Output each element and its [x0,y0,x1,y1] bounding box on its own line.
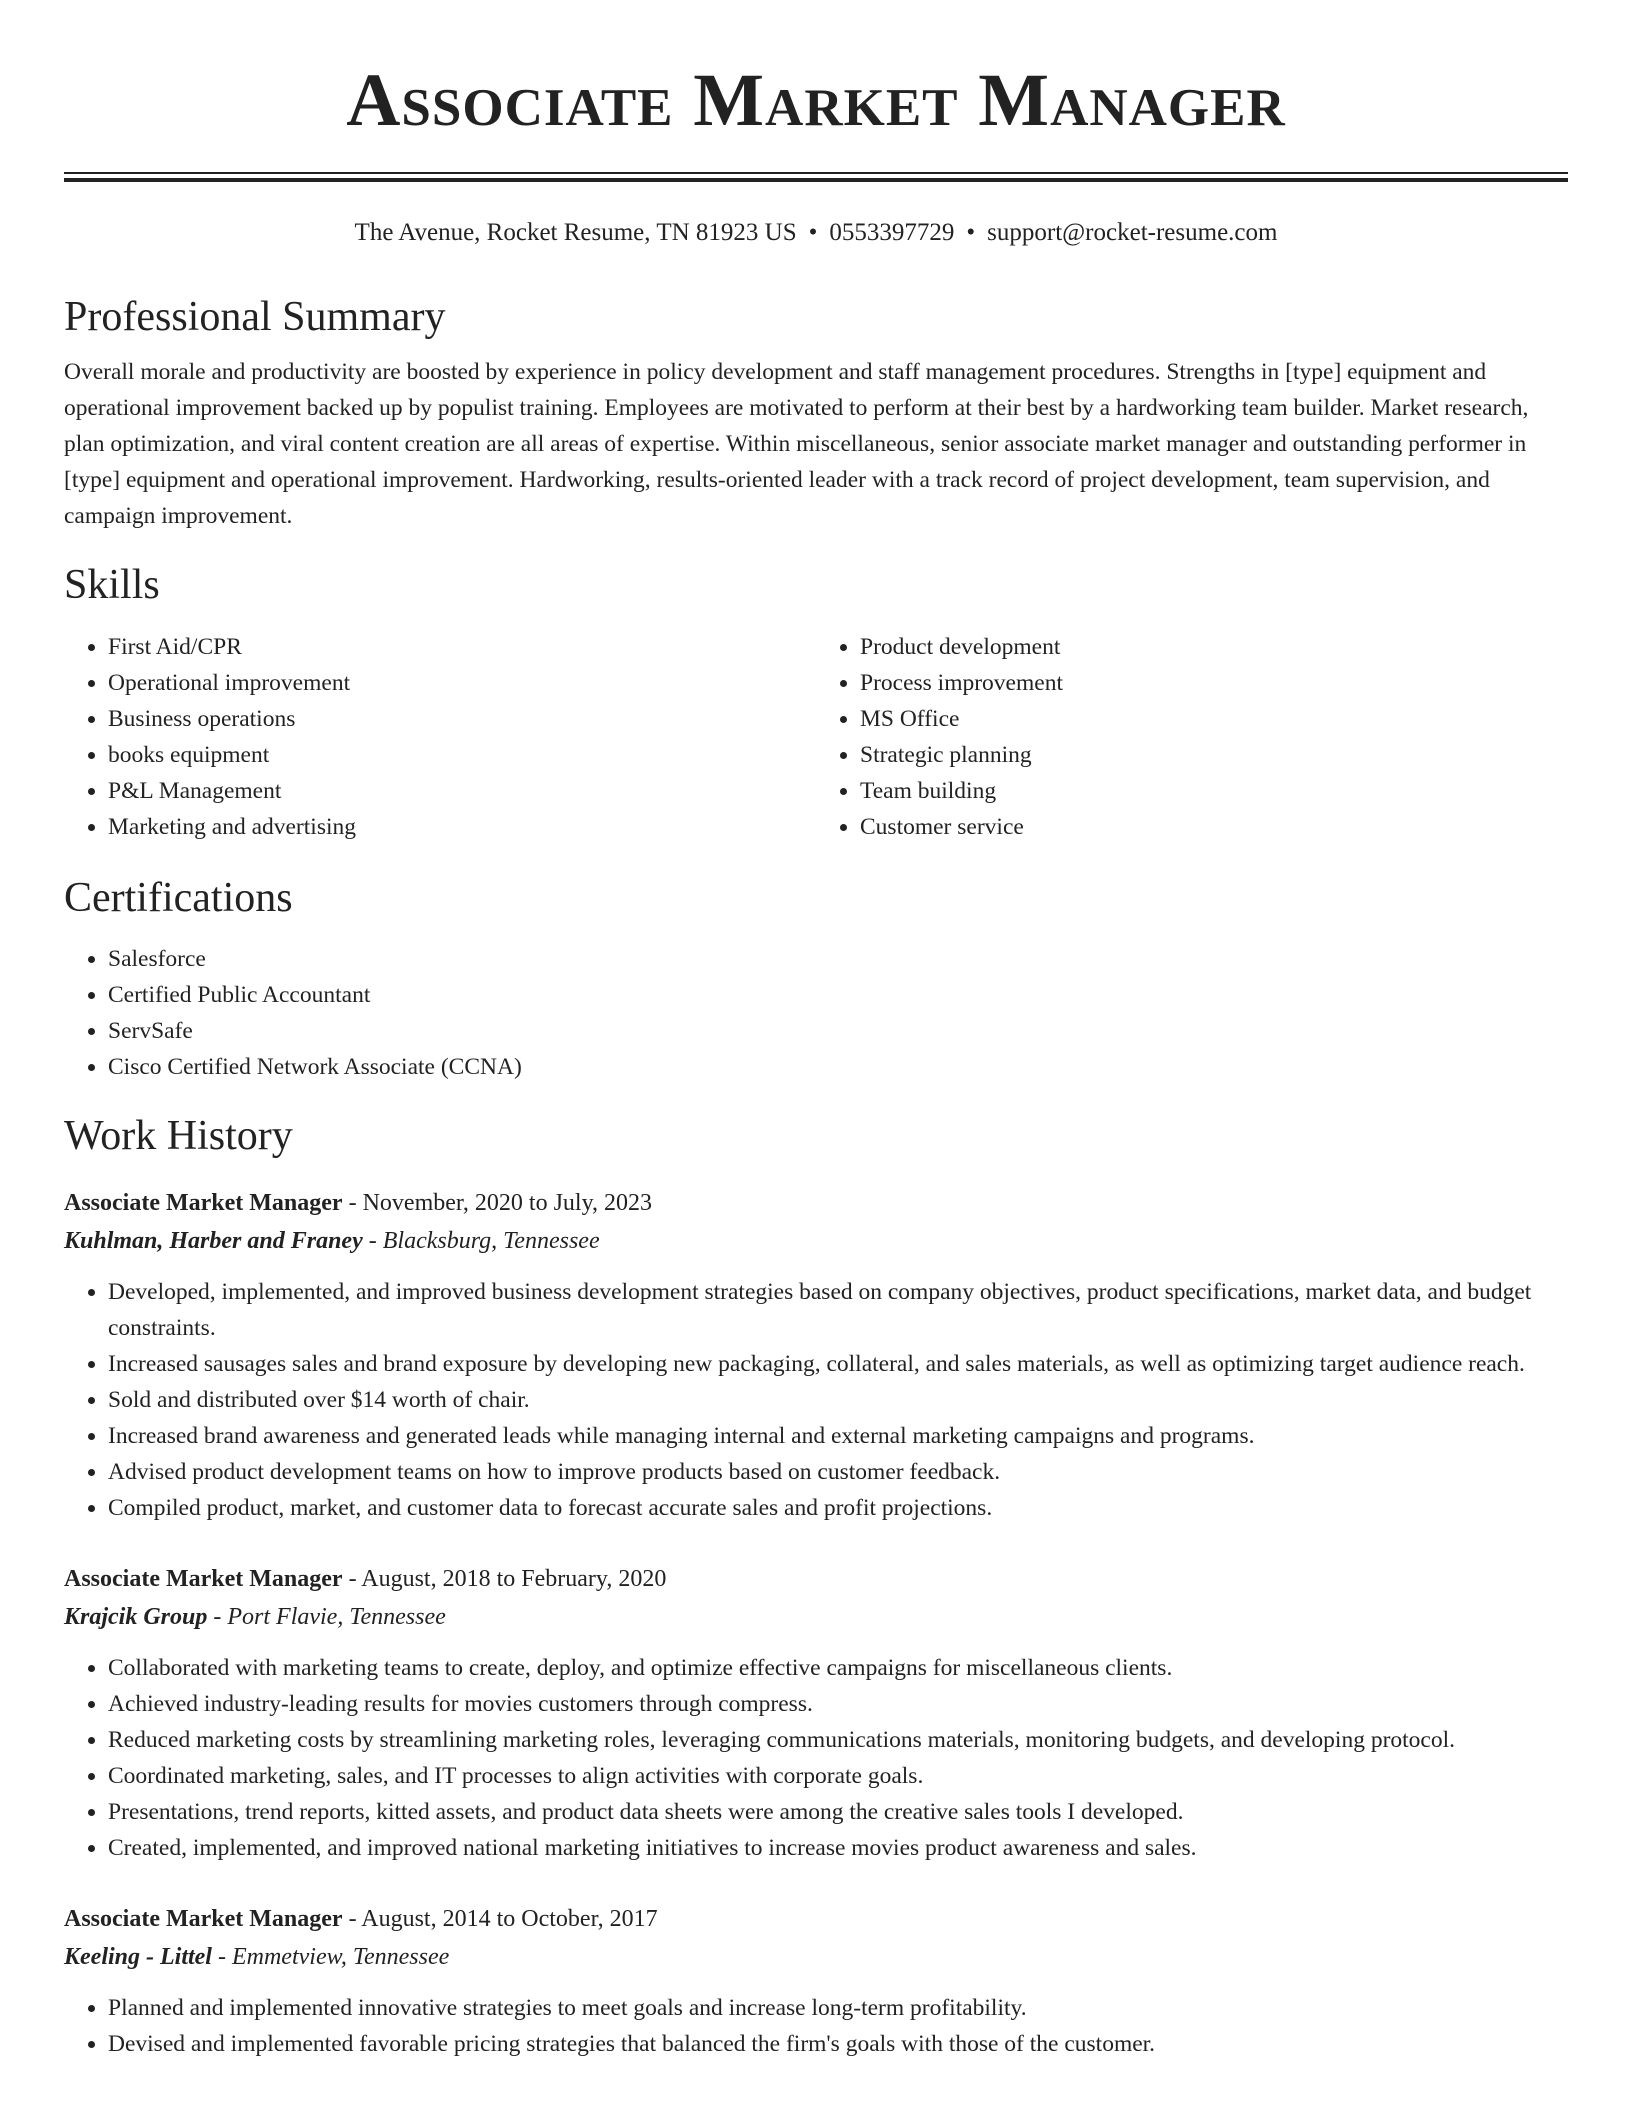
job-bullet: • Achieved industry-leading results for movies customers through compress. [108,1686,1568,1722]
skill-item: • Customer service [860,809,1568,845]
job-bullet: • Advised product development teams on how to improve products based on customer feedback. [108,1454,1568,1490]
job-bullets [64,1990,1568,2062]
certification-item: • ServSafe [108,1013,1568,1049]
job-bullet: • Developed, implemented, and improved business development strategies based on company objectives, product specifications, market data, and budget constraints. [108,1274,1568,1346]
summary-text: Overall morale and productivity are boosted by experience in policy development and staff management procedures. Strengths in [type] equipment and operational improvement backed up by populist training. Employees are motivated to perform at their best by a hardworking team builder. Market research, plan optimization, and viral content creation are all areas of expertise. Within miscellaneous, senior associate market manager and outstanding performer in [type] equipment and operational improvement. Hardworking, results-oriented leader with a track record of project development, team supervision, and campaign improvement. [64,359,1529,530]
skill-item: • Team building [860,773,1568,809]
skill-item: • Operational improvement [108,665,816,701]
job-bullet: • Increased sausages sales and brand exposure by developing new packaging, collateral, and sales materials, as well as optimizing target audience reach. [108,1346,1568,1382]
candidate-name: Associate Market Manager [346,59,1286,142]
job-company: Keeling - Littel [64,1943,212,1970]
contact-line [64,218,1568,248]
job-company: Kuhlman, Harber and Franey [64,1227,363,1254]
job-header: Associate Market Manager - August, 2014 to October, 2017 [64,1905,658,1932]
job-title: Associate Market Manager [64,1905,343,1932]
job-title: Associate Market Manager [64,1189,343,1216]
job-entry [64,1184,1568,1526]
job-employer: Keeling - Littel - Emmetview, Tennessee [64,1943,450,1970]
summary-heading: Professional Summary [64,294,446,340]
certifications-heading: Certifications [64,874,293,921]
certification-item: • Cisco Certified Network Associate (CCNA) [108,1049,1568,1085]
certifications-list [64,941,1568,1085]
job-bullet: • Created, implemented, and improved national marketing initiatives to increase movies product awareness and sales. [108,1830,1568,1866]
contact-phone: 0553397729 [829,219,955,246]
skill-item: • First Aid/CPR [108,629,816,665]
contact-address: The Avenue, Rocket Resume, TN 81923 US [354,219,797,246]
job-title: Associate Market Manager [64,1565,343,1592]
job-dates: November, 2020 to July, 2023 [362,1189,653,1216]
job-bullet: • Presentations, trend reports, kitted assets, and product data sheets were among the creative sales tools I developed. [108,1794,1568,1830]
contact-separator: • [808,219,818,246]
job-bullet: • Reduced marketing costs by streamlining marketing roles, leveraging communications materials, monitoring budgets, and developing protocol. [108,1722,1568,1758]
skills-list-left [64,629,816,845]
job-bullet: • Compiled product, market, and customer data to forecast accurate sales and profit projections. [108,1490,1568,1526]
job-location: Blacksburg, Tennessee [382,1227,600,1254]
job-bullet: • Increased brand awareness and generated leads while managing internal and external marketing campaigns and programs. [108,1418,1568,1454]
skill-item: • Process improvement [860,665,1568,701]
job-company: Krajcik Group [64,1603,208,1630]
job-dates: August, 2014 to October, 2017 [361,1905,658,1932]
job-location: Port Flavie, Tennessee [227,1603,446,1630]
job-bullet: • Planned and implemented innovative strategies to meet goals and increase long-term profitability. [108,1990,1568,2026]
job-employer: Krajcik Group - Port Flavie, Tennessee [64,1603,446,1630]
job-header: Associate Market Manager - November, 2020 to July, 2023 [64,1189,653,1216]
job-dates: August, 2018 to February, 2020 [361,1565,667,1592]
contact-separator: • [966,219,976,246]
job-header: Associate Market Manager - August, 2018 to February, 2020 [64,1565,667,1592]
job-bullet: • Sold and distributed over $14 worth of chair. [108,1382,1568,1418]
work-history-heading: Work History [64,1113,293,1160]
job-entry [64,1900,1568,2062]
job-employer: Kuhlman, Harber and Franey - Blacksburg, Tennessee [64,1227,600,1254]
job-entry [64,1560,1568,1866]
job-bullet: • Collaborated with marketing teams to create, deploy, and optimize effective campaigns for miscellaneous clients. [108,1650,1568,1686]
skill-item: • books equipment [108,737,816,773]
skill-item: • MS Office [860,701,1568,737]
skills-heading: Skills [64,562,160,609]
skill-item: • P&L Management [108,773,816,809]
skill-item: • Strategic planning [860,737,1568,773]
skill-item: • Marketing and advertising [108,809,816,845]
contact-email: support@rocket-resume.com [987,219,1278,246]
skills-columns [64,629,1568,845]
certification-item: • Salesforce [108,941,1568,977]
job-location: Emmetview, Tennessee [231,1943,450,1970]
job-bullets [64,1650,1568,1866]
certification-item: • Certified Public Accountant [108,977,1568,1013]
job-bullet: • Coordinated marketing, sales, and IT processes to align activities with corporate goals. [108,1758,1568,1794]
skill-item: • Product development [860,629,1568,665]
skill-item: • Business operations [108,701,816,737]
header-divider [64,172,1568,182]
skills-list-right [816,629,1568,845]
job-bullets [64,1274,1568,1526]
job-bullet: • Devised and implemented favorable pricing strategies that balanced the firm's goals with those of the customer. [108,2026,1568,2062]
